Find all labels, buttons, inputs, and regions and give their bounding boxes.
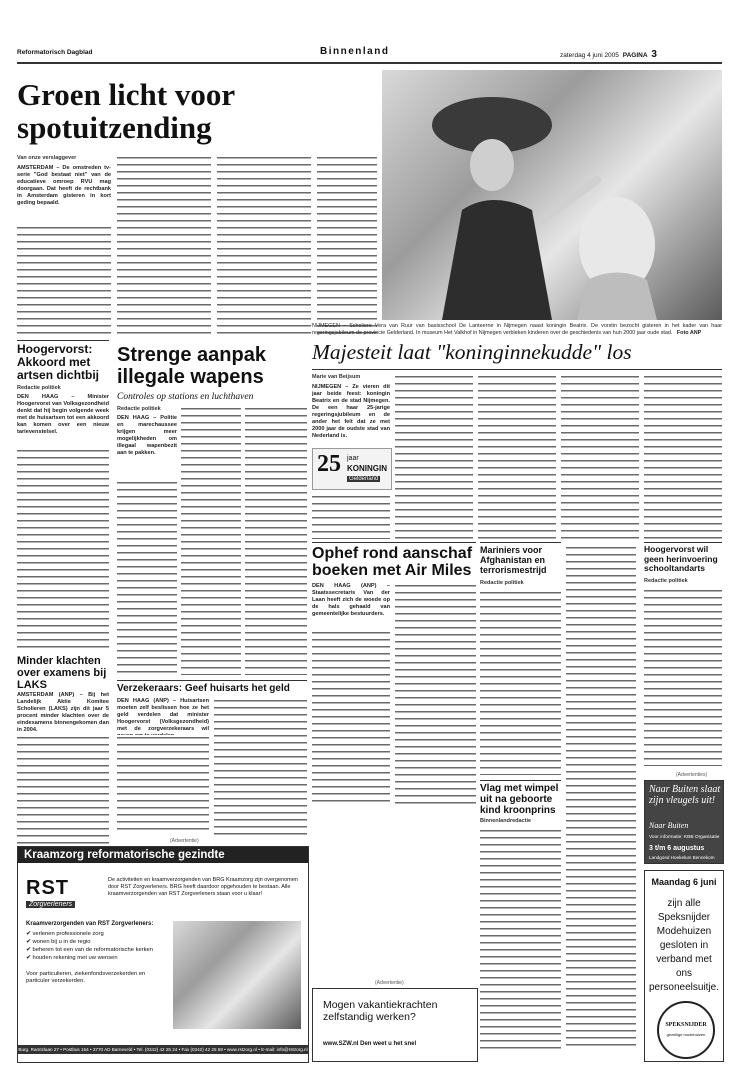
newspaper-name: Reformatorisch Dagblad bbox=[17, 49, 93, 56]
kraam-text: De activiteiten en kraamverzorgenden van BRG Kraamzorg zijn overgenomen door RST Zorgverleners. BRG heeft daardoor opgehouden te bestaan. Alle kraamverzorgenden van RST Zorgverleners staan voor u klaar! bbox=[108, 877, 298, 897]
szw-ad-label: (Advertentie) bbox=[375, 980, 404, 986]
szw-url[interactable]: www.SZW.nl Den weet u het snel bbox=[323, 1041, 417, 1047]
naar-buiten-ad bbox=[644, 780, 724, 864]
szw-ad bbox=[312, 988, 478, 1062]
speksnijder-text: zijn alle Speksnijder Modehuizen gesloten in verband met ons personeelsuitje. bbox=[648, 898, 720, 993]
vlag-body-col1 bbox=[480, 828, 561, 1050]
szw-text: Mogen vakantiekrachten zelfstandig werken? bbox=[323, 999, 438, 1023]
verzekeraars-body-col1 bbox=[117, 735, 209, 835]
ophef-rule bbox=[312, 542, 476, 543]
majesteit-body-col1 bbox=[312, 494, 390, 539]
verzekeraars-headline: Verzekeraars: Geef huisarts het geld bbox=[117, 683, 290, 694]
kraam-list-item: ✔ beheren tot een van de reformatorische kerken bbox=[26, 947, 153, 953]
jubilee-logo bbox=[312, 448, 392, 490]
kraam-footer: Burg. Ramtzlaan 27 • Postbus 154 • 3770 AD Barneveld • Tel. (0342) 42 25 24 • Fax (0342) 42 25 58 • www.rstzorg.nl • E-mail: info@rstzorg.nl bbox=[18, 1047, 308, 1052]
mariniers-body bbox=[480, 590, 561, 775]
ophef-body-col2 bbox=[395, 583, 476, 805]
speksnijder-logo-text: SPEKSNIJDER bbox=[665, 1022, 707, 1028]
speksnijder-heading: Maandag 6 juni bbox=[651, 877, 717, 887]
strenge-deck: Controles op stations en luchthaven bbox=[117, 392, 254, 402]
naar-buiten-logo: Naar Buiten bbox=[649, 821, 689, 830]
verzekeraars-rule bbox=[117, 680, 307, 681]
vlag-body-col2 bbox=[566, 545, 636, 1050]
hoogervorst2-body bbox=[644, 588, 722, 766]
majesteit-headline: Majesteit laat "koninginnekudde" los bbox=[312, 340, 632, 364]
page-label: PAGINA bbox=[622, 52, 648, 59]
page-date: zaterdag 4 juni 2005 PAGINA 3 bbox=[560, 49, 657, 60]
hoogervorst1-byline: Redactie politiek bbox=[17, 385, 61, 391]
majesteit-byline: Marie van Beijsum bbox=[312, 374, 361, 380]
kraam-logo: RST bbox=[26, 877, 69, 899]
mariniers-byline: Redactie politiek bbox=[480, 580, 524, 586]
hoogervorst2-rule bbox=[644, 542, 722, 543]
naar-buiten-place: Landgoed Hoekelum Bennekom bbox=[649, 855, 715, 860]
lead-byline: Van onze verslaggever bbox=[17, 155, 77, 161]
hoogervorst1-intro: DEN HAAG – Minister Hoogervorst van Volksgezondheid denkt dat hij begin volgende week met de huisartsen tot een akkoord kan komen over een nieuw tarievenstelsel. bbox=[17, 394, 109, 435]
majesteit-rule bbox=[312, 369, 722, 370]
speksnijder-logo-sub: gezellige modehuizen bbox=[666, 1032, 706, 1037]
kraamzorg-ad bbox=[17, 846, 309, 1063]
kraam-list-item: ✔ wonen bij u in de regio bbox=[26, 939, 91, 945]
strenge-headline: Strenge aanpak illegale wapens bbox=[117, 344, 266, 388]
verzekeraars-body-col2 bbox=[214, 698, 307, 835]
kraam-title: Kraamzorg reformatorische gezindte bbox=[18, 847, 308, 863]
ophef-body-col1 bbox=[312, 630, 390, 805]
kraam-logo-sub: Zorgverleners bbox=[26, 901, 75, 908]
vlag-headline: Vlag met wimpel uit na geboorte kind kroonprins bbox=[480, 783, 559, 816]
jubilee-unit: jaar bbox=[347, 455, 359, 462]
mariniers-rule bbox=[480, 542, 561, 543]
ophef-intro: DEN HAAG (ANP) – Staatssecretaris Van der Laan heeft zich de woede op de hals gehaald van gemeentelijke bestuurders. bbox=[312, 583, 390, 617]
jubilee-sub: Gelderland bbox=[349, 476, 379, 482]
majesteit-body-col4 bbox=[561, 374, 639, 539]
mariniers-headline: Mariniers voor Afghanistan en terrorismestrijd bbox=[480, 545, 547, 575]
naar-buiten-title: Naar Buiten slaat zijn vleugels uit! bbox=[649, 784, 721, 806]
strenge-byline: Redactie politiek bbox=[117, 406, 161, 412]
hoogervorst1-body bbox=[17, 448, 109, 650]
vlag-byline: Binnenlandredactie bbox=[480, 818, 532, 824]
lead-body-col4 bbox=[317, 155, 377, 335]
strenge-body-col1 bbox=[117, 480, 177, 675]
hoogervorst2-byline: Redactie politiek bbox=[644, 578, 688, 584]
strenge-body-col3 bbox=[245, 406, 307, 675]
speksnijder-ad bbox=[644, 870, 724, 1062]
jubilee-number: 25 bbox=[317, 451, 341, 477]
photo-caption: NIJMEGEN – Scholiere Vera van Ruur van basisschool De Lanteerne in Nijmegen naast koningin Beatrix. De vorstin bezocht gisteren in het kader van haar regeringsjubileum de provincie Gelderland. In museum Het Valkhof in Nijmegen verbleken kinderen over de geschiedenis van hun 2000 jaar oude stad. Foto ANP bbox=[312, 323, 722, 336]
lead-body-col1 bbox=[17, 225, 111, 335]
queen-photo bbox=[382, 70, 722, 320]
verzekeraars-intro: DEN HAAG (ANP) – Huisartsen moeten zelf beslissen hoe ze het geld verdelen dat minister Hoogervorst (Volksgezondheid) met de zorgverzekeraars wil bbox=[117, 698, 209, 732]
kraam-baby-photo bbox=[173, 921, 301, 1029]
kraam-list-item: ✔ houden rekening met uw wensen bbox=[26, 955, 118, 961]
hoogervorst2-headline: Hoogervorst wil geen herinvoering schooltandarts bbox=[644, 544, 718, 573]
section-title: Binnenland bbox=[320, 46, 390, 57]
speksnijder-logo bbox=[657, 1001, 715, 1059]
majesteit-intro: NIJMEGEN – Ze vieren dit jaar beide feest: koningin Beatrix en de stad Nijmegen. De een haar 25-jarige regeringsjubileum en de ander het feit dat ze met 2000 jaar de oudste stad van Nederland is. bbox=[312, 384, 390, 439]
photo-credit: Foto ANP bbox=[676, 329, 702, 336]
kraam-list bbox=[26, 930, 166, 962]
lead-body-col2 bbox=[117, 155, 211, 335]
header-rule bbox=[17, 62, 722, 64]
jubilee-title: KONINGIN bbox=[347, 464, 387, 473]
kraam-ad-label: (Advertentie) bbox=[170, 838, 199, 844]
naar-buiten-info: Voor informatie: KBB Organisatie bbox=[649, 835, 720, 840]
ophef-headline: Ophef rond aanschaf boeken met Air Miles bbox=[312, 545, 473, 579]
sidebar-rule bbox=[17, 340, 109, 341]
vlag-rule bbox=[480, 780, 561, 781]
naar-buiten-dates: 3 t/m 6 augustus bbox=[649, 845, 705, 852]
page-number: 3 bbox=[651, 49, 657, 60]
minder-intro: AMSTERDAM (ANP) – Bij het Landelijk Aktie Komitee Scholieren (LAKS) zijn dit jaar 5 procent minder klachten over de eindexamens binnengekomen dan in 2004. bbox=[17, 692, 109, 733]
strenge-body-col2 bbox=[181, 406, 241, 675]
naar-buiten-ad-label: (Advertenties) bbox=[676, 772, 708, 778]
minder-headline: Minder klachten over examens bij LAKS bbox=[17, 655, 107, 691]
kraam-list-title: Kraamverzorgenden van RST Zorgverleners: bbox=[26, 921, 154, 927]
kraam-note: Voor particulieren, ziekenfondsverzekerden en particuler verzekerden. bbox=[26, 971, 146, 984]
minder-body bbox=[17, 735, 109, 845]
kraam-list-item: ✔ verlenen professionele zorg bbox=[26, 931, 104, 937]
lead-body-col3 bbox=[217, 155, 311, 335]
lead-intro: AMSTERDAM – De omstreden tv-serie "God bestaat niet" van de educatieve omroep RVU mag doorgaan. Dat heeft de rechtbank in Amsterdam gisteren in kort geding bepaald. bbox=[17, 165, 111, 206]
majesteit-body-col2 bbox=[395, 374, 473, 539]
hoogervorst1-headline: Hoogervorst: Akkoord met artsen dichtbij bbox=[17, 342, 100, 382]
lead-headline: Groen licht voor spotuitzending bbox=[17, 77, 235, 145]
majesteit-body-col5 bbox=[644, 374, 722, 539]
majesteit-body-col3 bbox=[478, 374, 556, 539]
strenge-intro: DEN HAAG – Politie en marechaussee krijgen meer mogelijkheden om illegaal wapenbezit aan te pakken. bbox=[117, 415, 177, 456]
